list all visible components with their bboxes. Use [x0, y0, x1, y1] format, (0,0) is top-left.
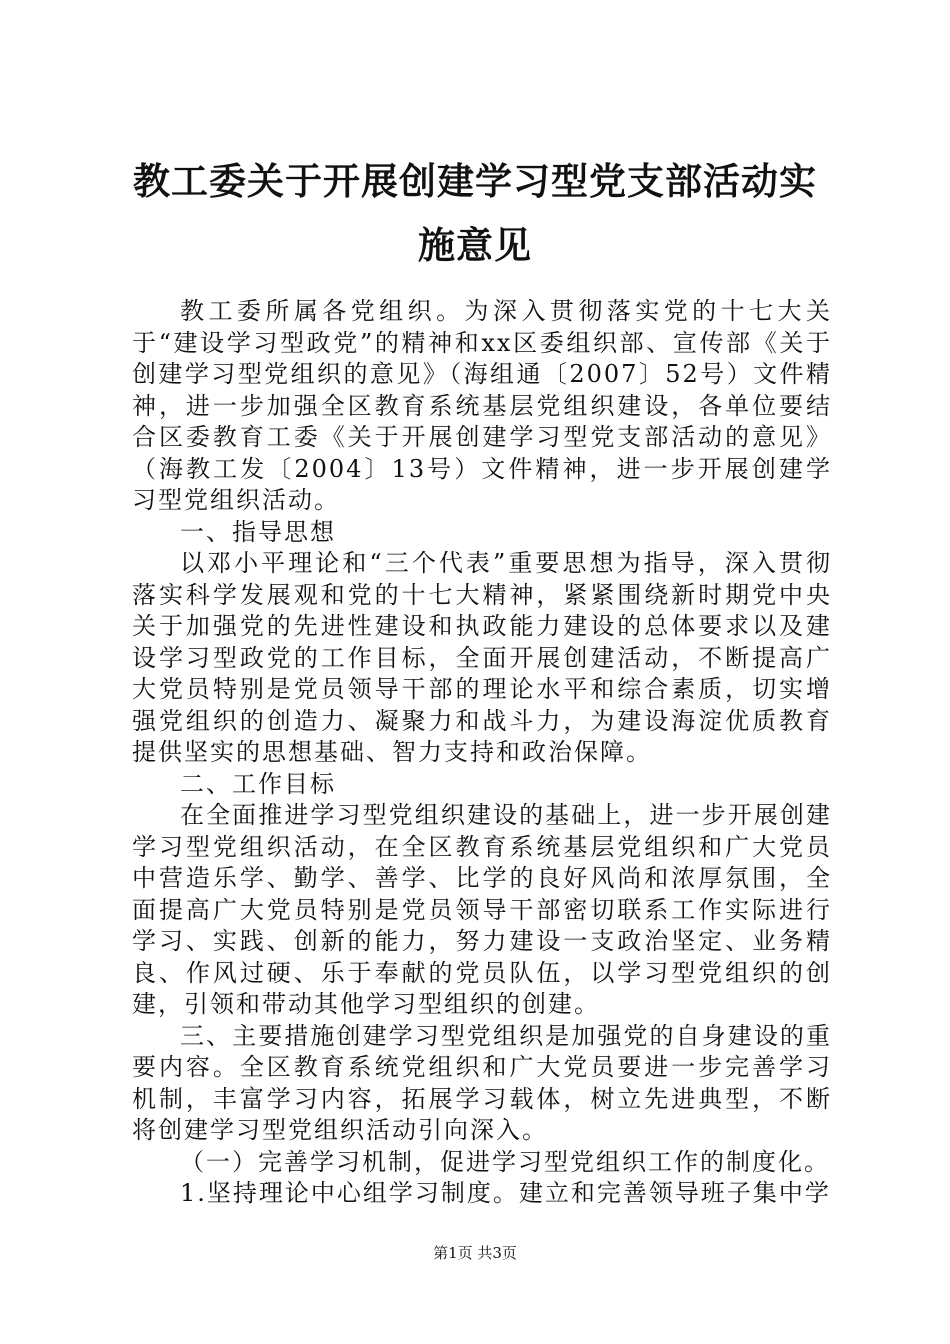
paragraph-main-measures: 三、主要措施创建学习型党组织是加强党的自身建设的重要内容。全区教育系统党组织和广大党员要进一步完善学习机制，丰富学习内容，拓展学习载体，树立先进典型，不断将创建学习型党组织活动引向深入。 — [132, 1021, 832, 1144]
page-footer: 第1页 共3页 — [433, 1244, 517, 1262]
paragraph-intro: 教工委所属各党组织。为深入贯彻落实党的十七大关于“建设学习型政党”的精神和xx区委组织部、宣传部《关于创建学习型党组织的意见》（海组通〔2007〕52号）文件精神，进一步加强全区教育系统基层党组织建设，各单位要结合区委教育工委《关于开展创建学习型党支部活动的意见》（海教工发〔2004〕13号）文件精神，进一步开展创建学习型党组织活动。 — [132, 297, 832, 514]
heading-work-goals: 二、工作目标 — [180, 769, 336, 798]
document-title: 教工委关于开展创建学习型党支部活动实施意见 — [133, 160, 817, 267]
heading-guiding-thought: 一、指导思想 — [180, 517, 336, 546]
paragraph-guiding-thought: 以邓小平理论和“三个代表”重要思想为指导，深入贯彻落实科学发展观和党的十七大精神，紧紧围绕新时期党中央关于加强党的先进性建设和执政能力建设的总体要求以及建设学习型政党的工作目标，全面开展创建活动，不断提高广大党员特别是党员领导干部的理论水平和综合素质，切实增强党组织的创造力、凝聚力和战斗力，为建设海淀优质教育提供坚实的思想基础、智力支持和政治保障。 — [132, 549, 832, 766]
paragraph-work-goals: 在全面推进学习型党组织建设的基础上，进一步开展创建学习型党组织活动，在全区教育系统基层党组织和广大党员中营造乐学、勤学、善学、比学的良好风尚和浓厚氛围，全面提高广大党员特别是党员领导干部密切联系工作实际进行学习、实践、创新的能力，努力建设一支政治坚定、业务精良、作风过硬、乐于奉献的党员队伍，以学习型党组织的创建，引领和带动其他学习型组织的创建。 — [132, 801, 832, 1018]
paragraph-item-one: 1.坚持理论中心组学习制度。建立和完善领导班子集中学 — [180, 1179, 831, 1207]
document-body — [132, 296, 832, 1210]
heading-subsection-one: （一）完善学习机制，促进学习型党组织工作的制度化。 — [180, 1147, 830, 1176]
